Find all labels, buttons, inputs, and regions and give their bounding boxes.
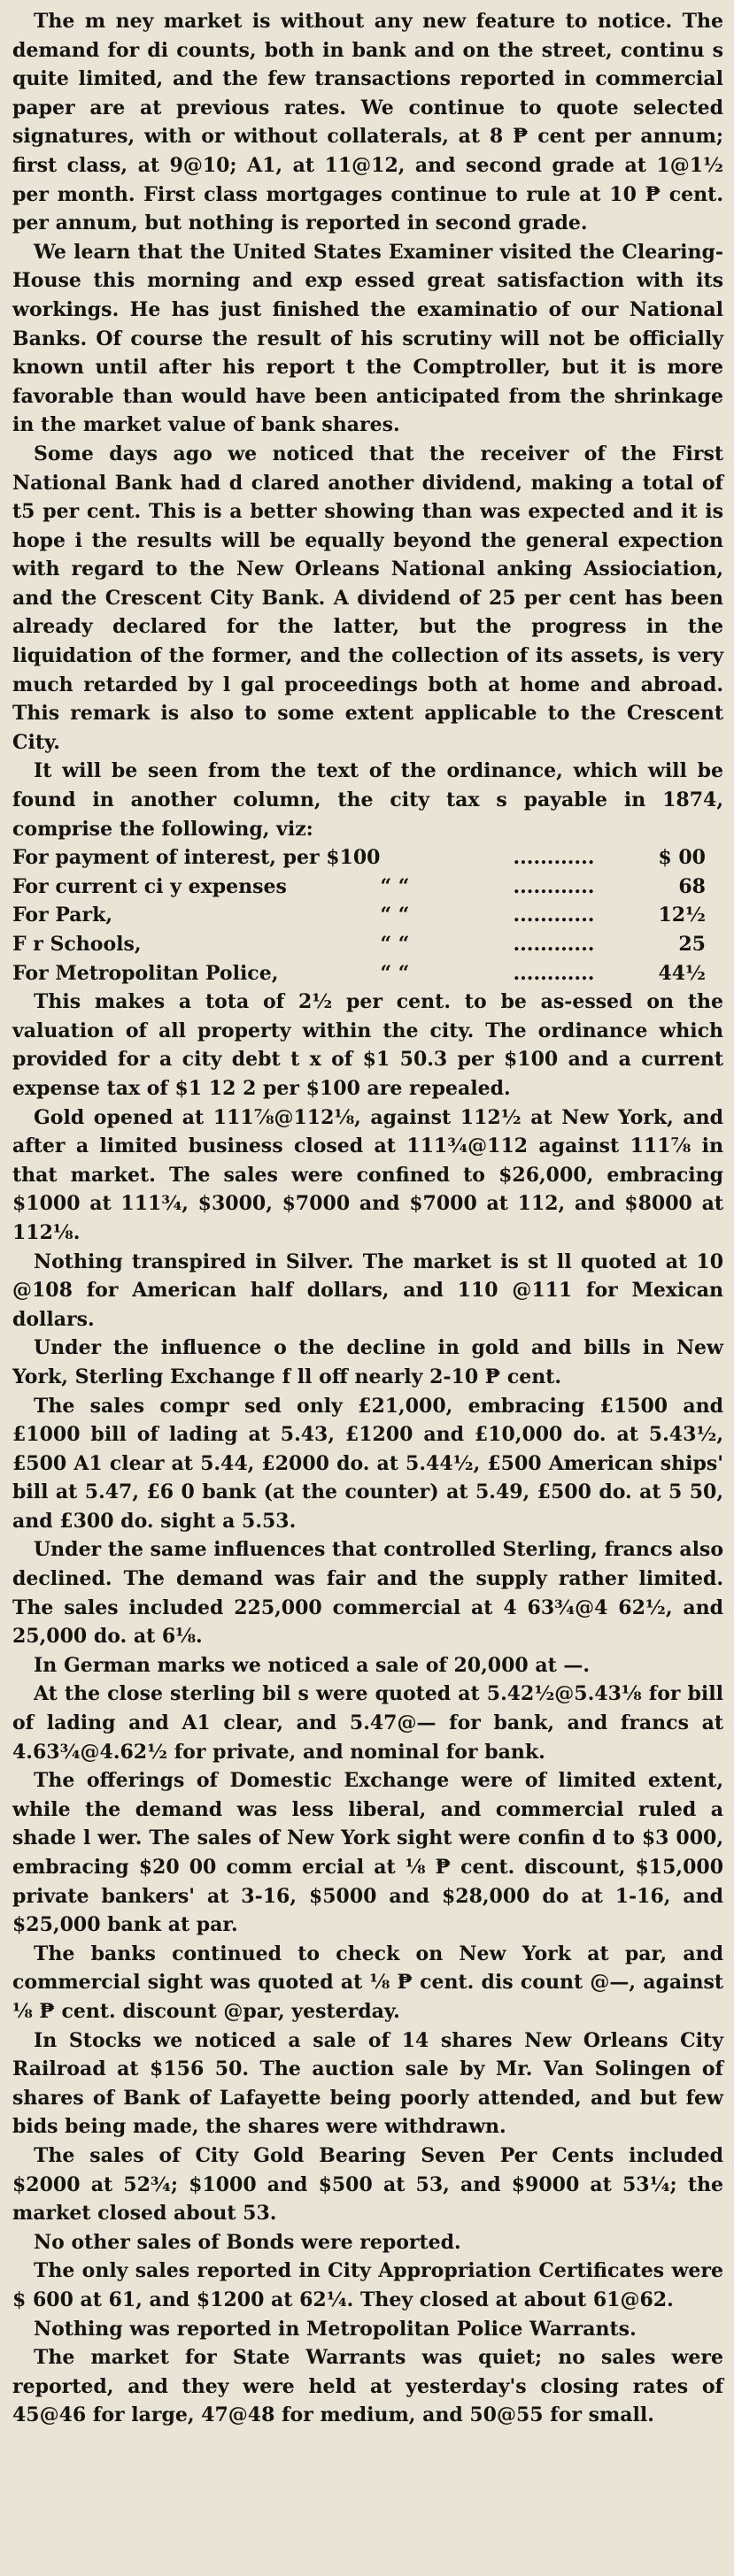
- tax-row-ditto: “ “: [380, 933, 410, 956]
- tax-row-label: For Park,: [12, 904, 113, 927]
- tax-row-leader: ............: [513, 933, 595, 956]
- paragraph-money-market: The m ney market is without any new feature to notice. The demand for di counts, both in bank and on the street, continu s quite limited, and the few transactions reported in commercial paper are at previous rates. We continue to quote selected signatures, with or without collaterals, at 8 ₱ cent per annum; first class, at 9@10; A1, at 11@12, and second grade at 1@1½ per month. First class mortgages continue to rule at 10 ₱ cent. per annum, but nothing is reported in second grade.: [12, 10, 723, 235]
- tax-row-value: $ 00: [658, 846, 706, 870]
- tax-row-leader: ............: [513, 904, 595, 927]
- paragraph-appropriation-certificates: The only sales reported in City Appropriation Certificates were $ 600 at 61, and $1200 at 62¼. They closed at about 61@62.: [12, 2259, 723, 2311]
- paragraph-sterling-decline: Under the influence o the decline in gold and bills in New York, Sterling Exchange f ll off nearly 2-10 ₱ cent.: [12, 1336, 723, 1388]
- paragraph-francs: Under the same influences that controlled Sterling, francs also declined. The demand was fair and the supply rather limited. The sales included 225,000 commercial at 4 63¾@4 62½, and 25,000 do. at 6⅛.: [12, 1538, 723, 1649]
- tax-row-value: 25: [678, 933, 706, 956]
- paragraph-domestic-exchange: The offerings of Domestic Exchange were of limited extent, while the demand was less liberal, and commercial ruled a shade l wer. The sales of New York sight were confin d to $3 000, embracing $20 00 comm ercial at ⅛ ₱ cent. discount, $15,000 private bankers' at 3-16, $5000 and $28,000 do at 1-16, and $25,000 bank at par.: [12, 1769, 723, 1937]
- paragraph-silver: Nothing transpired in Silver. The market is st ll quoted at 10 @108 for American half dollars, and 110 @111 for Mexican dollars.: [12, 1250, 723, 1331]
- tax-row: [12, 873, 723, 902]
- paragraph-tax-total: This makes a tota of 2½ per cent. to be as-essed on the valuation of all property within the city. The ordinance which provided for a city debt t x of $1 50.3 per $100 and a current expense tax of $1 12 2 per $100 are repealed.: [12, 990, 723, 1100]
- city-tax-table: [12, 843, 723, 988]
- paragraph-police-warrants: Nothing was reported in Metropolitan Police Warrants.: [34, 2317, 637, 2341]
- tax-row: [12, 930, 723, 959]
- tax-row-label: F r Schools,: [12, 933, 142, 956]
- tax-row-ditto: “ “: [380, 961, 410, 985]
- tax-row-value: 68: [678, 874, 706, 898]
- tax-row: [12, 901, 723, 930]
- paragraph-sterling-sales: The sales compr sed only £21,000, embracing £1500 and £1000 bill of lading at 5.43, £1200 and £10,000 do. at 5.43½, £500 A1 clear at 5.44, £2000 do. at 5.44½, £500 American ships' bill at 5.47, £6 0 bank (at the counter) at 5.49, £500 do. at 5 50, and £300 do. sight a 5.53.: [12, 1394, 723, 1533]
- paragraph-closing-sterling: At the close sterling bil s were quoted at 5.42½@5.43⅛ for bill of lading and A1 clear, and 5.47@— for bank, and francs at 4.63¾@4.62½ for private, and nominal for bank.: [12, 1682, 723, 1764]
- tax-row-label: For payment of interest, per $100: [12, 846, 381, 870]
- tax-row-value: 12½: [658, 904, 706, 927]
- tax-row-leader: ............: [513, 846, 595, 870]
- paragraph-other-bonds: No other sales of Bonds were reported.: [34, 2230, 461, 2254]
- tax-row-leader: ............: [513, 874, 595, 898]
- paragraph-city-tax-intro: It will be seen from the text of the ordinance, which will be found in another column, the city tax s payable in 1874, comprise the following, viz:: [12, 759, 723, 841]
- paragraph-gold: Gold opened at 111⅞@112⅛, against 112½ at New York, and after a limited business closed at 111¾@112 against 111⅞ in that market. The sales were confined to $26,000, embracing $1000 at 111¾, $3000, $7000 and $7000 at 112, and $8000 at 112⅛.: [12, 1105, 723, 1244]
- tax-row-leader: ............: [513, 961, 595, 985]
- tax-row-label: For Metropolitan Police,: [12, 961, 279, 985]
- tax-row-ditto: [380, 843, 513, 873]
- tax-row-ditto: “ “: [380, 904, 410, 927]
- tax-row-label: For current ci y expenses: [12, 874, 287, 898]
- paragraph-city-gold-bonds: The sales of City Gold Bearing Seven Per Cents included $2000 at 52¾; $1000 and $500 at 53, and $9000 at 53¼; the market closed about 53.: [12, 2143, 723, 2226]
- paragraph-stocks: In Stocks we noticed a sale of 14 shares New Orleans City Railroad at $156 50. The auction sale by Mr. Van Solingen of shares of Bank of Lafayette being poorly attended, and but few bids being made, the shares were withdrawn.: [12, 2028, 723, 2139]
- paragraph-banks-check: The banks continued to check on New York at par, and commercial sight was quoted at ⅛ ₱ cent. dis count @—, against ⅛ ₱ cent. discount @par, yesterday.: [12, 1942, 723, 2023]
- tax-row-value: 44½: [658, 961, 706, 985]
- paragraphs-before-table: [12, 7, 723, 843]
- tax-row: [12, 843, 723, 873]
- paragraph-german-marks: In German marks we noticed a sale of 20,000 at —.: [34, 1653, 591, 1677]
- tax-row-ditto: “ “: [380, 874, 410, 898]
- paragraph-bank-dividend: Some days ago we noticed that the receiver of the First National Bank had d clared another dividend, making a total of t5 per cent. This is a better showing than was expected and it is hope i the results will be equally beyond the general expection with regard to the New Orleans National anking Assiociation, and the Crescent City Bank. A dividend of 25 per cent has been already declared for the latter, but the progress in the liquidation of the former, and the collection of its assets, is very much retarded by l gal proceedings both at home and abroad. This remark is also to some extent applicable to the Crescent City.: [12, 442, 723, 754]
- paragraphs-after-table: [12, 988, 723, 2430]
- paragraph-state-warrants: The market for State Warrants was quiet; no sales were reported, and they were held at yesterday's closing rates of 45@46 for large, 47@48 for medium, and 50@55 for small.: [12, 2346, 723, 2427]
- tax-row: [12, 959, 723, 988]
- paragraph-bank-examiner: We learn that the United States Examiner visited the Clearing-House this morning and exp essed great satisfaction with its workings. He has just finished the examinatio of our National Banks. Of course the result of his scrutiny will not be officially known until after his report t the Comptroller, but it is more favorable than would have been anticipated from the shrinkage in the market value of bank shares.: [12, 240, 723, 437]
